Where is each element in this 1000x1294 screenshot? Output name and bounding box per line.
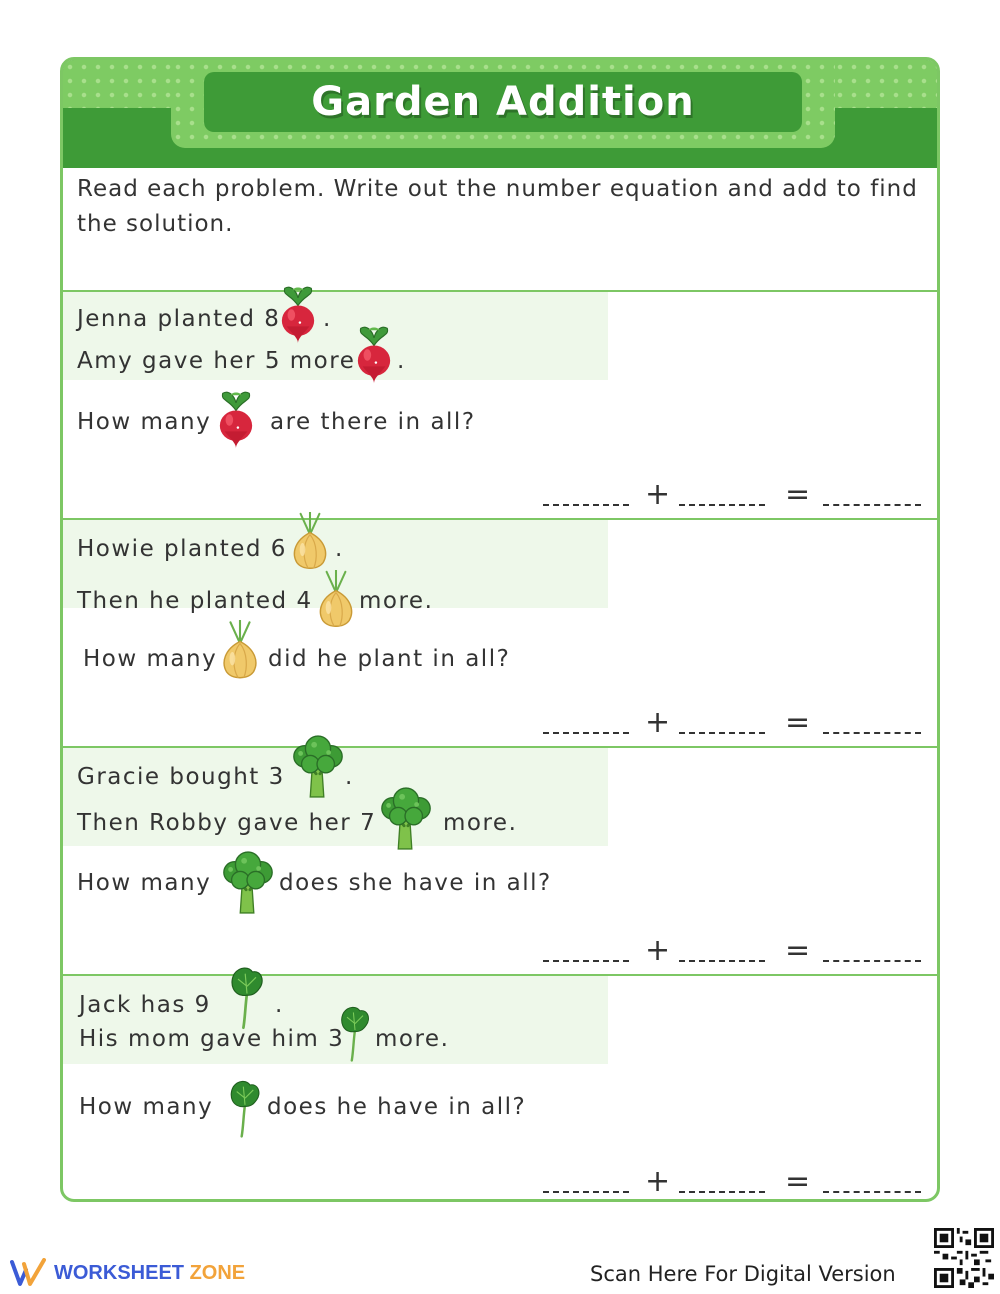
problem-line-2-end: more.	[443, 810, 518, 836]
answer-equation	[543, 706, 923, 740]
answer-blank-addend-1[interactable]	[543, 960, 629, 962]
answer-blank-addend-1[interactable]	[543, 504, 629, 506]
logo-text	[54, 1262, 245, 1285]
plus-sign: +	[645, 705, 671, 740]
problem-line-1: Jack has 9	[79, 992, 211, 1018]
problem-line-1-end: .	[275, 992, 284, 1018]
plus-sign: +	[645, 477, 671, 512]
problem-line-1: Jenna planted 8	[77, 306, 281, 332]
answer-blank-addend-2[interactable]	[679, 1191, 765, 1193]
problem-line-2: Then he planted 4	[77, 588, 313, 614]
problem-line-2-end: more.	[359, 588, 434, 614]
logo-text-accent: ZONE	[189, 1261, 246, 1284]
qr-code-icon[interactable]	[934, 1228, 994, 1288]
equals-sign: =	[785, 1164, 811, 1199]
answer-blank-sum[interactable]	[823, 960, 921, 962]
broccoli-icon	[219, 850, 277, 916]
scan-caption: Scan Here For Digital Version	[590, 1262, 896, 1286]
page-title: Garden Addition	[311, 79, 695, 125]
problem-line-2: Then Robby gave her 7	[77, 810, 377, 836]
problem-question-end: are there in all?	[270, 409, 476, 435]
problem-question-start: How many	[83, 646, 218, 672]
problem-line-1-end: .	[345, 764, 354, 790]
answer-blank-sum[interactable]	[823, 1191, 921, 1193]
problem-line-2: His mom gave him 3	[79, 1026, 345, 1052]
onion-icon	[219, 620, 261, 682]
answer-blank-addend-1[interactable]	[543, 1191, 629, 1193]
problem-question-end: does he have in all?	[267, 1094, 527, 1120]
problem-card	[63, 518, 937, 746]
instructions-text: Read each problem. Write out the number equation and add to find the solution.	[77, 176, 918, 237]
spinach-icon	[337, 1006, 373, 1062]
problem-question-end: does she have in all?	[279, 870, 552, 896]
answer-blank-addend-2[interactable]	[679, 732, 765, 734]
spinach-icon	[229, 966, 265, 1030]
onion-icon	[289, 512, 331, 572]
radish-icon	[355, 324, 393, 386]
answer-equation	[543, 934, 923, 968]
broccoli-icon	[289, 734, 347, 800]
problem-line-2-end: .	[397, 348, 406, 374]
plus-sign: +	[645, 1164, 671, 1199]
radish-icon	[217, 388, 255, 452]
worksheet-frame	[60, 57, 940, 1202]
problem-line-1: Howie planted 6	[77, 536, 287, 562]
problem-line-2: Amy gave her 5 more	[77, 348, 356, 374]
equals-sign: =	[785, 705, 811, 740]
logo-text-main: WORKSHEET	[54, 1261, 184, 1284]
equals-sign: =	[785, 477, 811, 512]
answer-equation	[543, 1165, 923, 1199]
plus-sign: +	[645, 933, 671, 968]
spinach-icon	[227, 1080, 263, 1138]
problem-card	[63, 290, 937, 518]
problem-question-end: did he plant in all?	[268, 646, 511, 672]
answer-blank-sum[interactable]	[823, 732, 921, 734]
problem-card	[63, 974, 937, 1202]
answer-blank-addend-1[interactable]	[543, 732, 629, 734]
problem-line-2-end: more.	[375, 1026, 450, 1052]
problem-line-1: Gracie bought 3	[77, 764, 285, 790]
radish-icon	[279, 284, 317, 346]
answer-blank-addend-2[interactable]	[679, 960, 765, 962]
answer-equation	[543, 478, 923, 512]
equals-sign: =	[785, 933, 811, 968]
worksheet-zone-logo-icon	[10, 1258, 46, 1288]
problem-question-start: How many	[77, 870, 212, 896]
problem-card	[63, 746, 937, 974]
answer-blank-addend-2[interactable]	[679, 504, 765, 506]
problem-question-start: How many	[79, 1094, 214, 1120]
problem-line-1-end: .	[323, 306, 332, 332]
broccoli-icon	[377, 786, 435, 852]
onion-icon	[315, 570, 357, 630]
worksheet-zone-logo[interactable]	[10, 1258, 245, 1288]
title-banner	[204, 72, 802, 132]
answer-blank-sum[interactable]	[823, 504, 921, 506]
problem-line-1-end: .	[335, 536, 344, 562]
problem-question-start: How many	[77, 409, 212, 435]
